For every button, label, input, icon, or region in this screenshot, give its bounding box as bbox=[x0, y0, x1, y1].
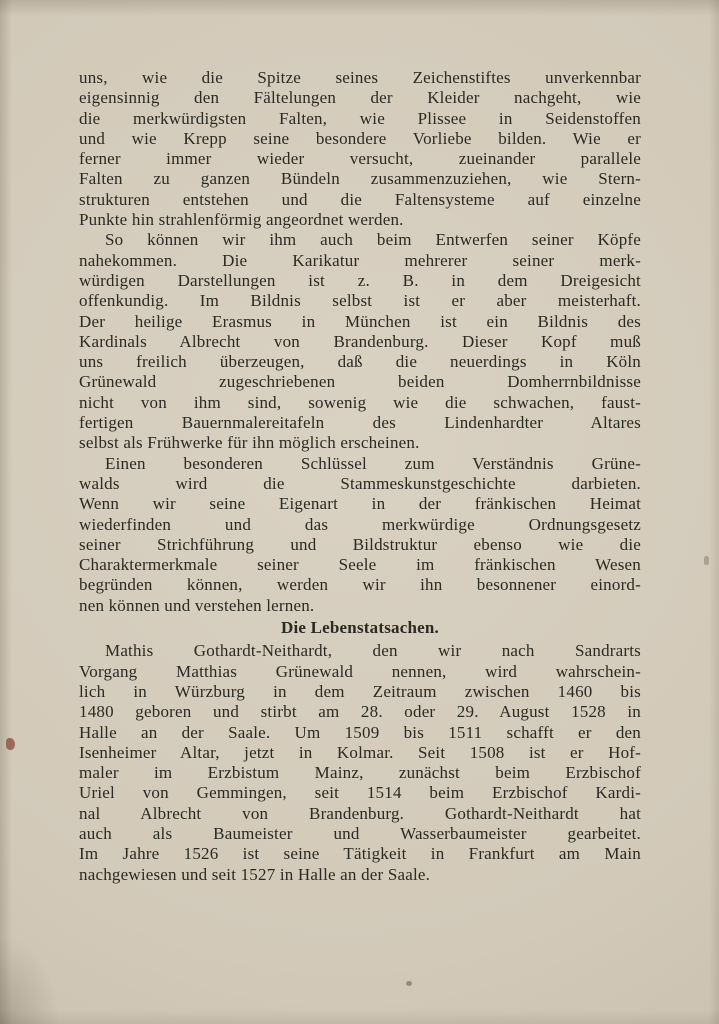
text-line: strukturen entstehen und die Faltensysteme auf einzelne bbox=[79, 189, 641, 209]
text-line: und wie Krepp seine besondere Vorliebe bilden. Wie er bbox=[79, 128, 641, 148]
text-line: auch als Baumeister und Wasserbaumeister gearbeitet. bbox=[79, 823, 641, 843]
text-line: Isenheimer Altar, jetzt in Kolmar. Seit 1508 ist er Hof- bbox=[79, 742, 641, 762]
text-line: nicht von ihm sind, sowenig wie die schwachen, faust- bbox=[79, 392, 641, 412]
text-line: Punkte hin strahlenförmig angeordnet werden. bbox=[79, 210, 404, 230]
text-line: walds wird die Stammeskunstgeschichte darbieten. bbox=[79, 473, 641, 493]
text-line: eigensinnig den Fältelungen der Kleider nachgeht, wie bbox=[79, 88, 641, 108]
paper-speck bbox=[6, 738, 15, 750]
text-line: fertigen Bauernmalereitafeln des Lindenhardter Altares bbox=[79, 413, 641, 433]
paper-speck bbox=[406, 981, 412, 986]
text-line: Im Jahre 1526 ist seine Tätigkeit in Frankfurt am Main bbox=[79, 844, 641, 864]
text-line: wiederfinden und das merkwürdige Ordnungsgesetz bbox=[79, 514, 641, 534]
text-line: maler im Erzbistum Mainz, zunächst beim Erzbischof bbox=[79, 763, 641, 783]
text-line: Wenn wir seine Eigenart in der fränkischen Heimat bbox=[79, 494, 641, 514]
text-line: würdigen Darstellungen ist z. B. in dem Dreigesicht bbox=[79, 270, 641, 290]
text-line: Grünewald zugeschriebenen beiden Domherrnbildnisse bbox=[79, 372, 641, 392]
section-heading: Die Lebenstatsachen. bbox=[281, 618, 439, 638]
text-line: Charaktermerkmale seiner Seele im fränkischen Wesen bbox=[79, 555, 641, 575]
text-line: nen können und verstehen lernen. bbox=[79, 595, 315, 615]
paragraph bbox=[79, 230, 641, 453]
text-line: nahekommen. Die Karikatur mehrerer seiner merk- bbox=[79, 250, 641, 270]
scan-shadow bbox=[0, 934, 60, 1024]
text-line: Falten zu ganzen Bündeln zusammenzuziehen, wie Stern- bbox=[79, 169, 641, 189]
paragraph bbox=[79, 68, 641, 230]
text-line: Der heilige Erasmus in München ist ein Bildnis des bbox=[79, 311, 641, 331]
text-line: nachgewiesen und seit 1527 in Halle an der Saale. bbox=[79, 864, 431, 884]
text-line: Kardinals Albrecht von Brandenburg. Dieser Kopf muß bbox=[79, 331, 641, 351]
text-line: offenkundig. Im Bildnis selbst ist er aber meisterhaft. bbox=[79, 291, 641, 311]
text-line: Halle an der Saale. Um 1509 bis 1511 schafft er den bbox=[79, 722, 641, 742]
text-line: nal Albrecht von Brandenburg. Gothardt-Neithardt hat bbox=[79, 803, 641, 823]
text-line: begründen können, werden wir ihn besonnener einord- bbox=[79, 575, 641, 595]
text-line: Uriel von Gemmingen, seit 1514 beim Erzbischof Kardi- bbox=[79, 783, 641, 803]
text-line: Mathis Gothardt-Neithardt, den wir nach Sandrarts bbox=[105, 641, 641, 661]
text-line: 1480 geboren und stirbt am 28. oder 29. August 1528 in bbox=[79, 702, 641, 722]
paragraph bbox=[79, 641, 641, 885]
text-line: ferner immer wieder versucht, zueinander parallele bbox=[79, 149, 641, 169]
paper-speck bbox=[704, 556, 709, 565]
text-line: uns freilich überzeugen, daß die neuerdings in Köln bbox=[79, 352, 641, 372]
text-line: Einen besonderen Schlüssel zum Verständnis Grüne- bbox=[105, 453, 641, 473]
text-line: uns, wie die Spitze seines Zeichenstiftes unverkennbar bbox=[79, 68, 641, 87]
text-block bbox=[79, 68, 641, 885]
text-line: seiner Strichführung und Bildstruktur ebenso wie die bbox=[79, 534, 641, 554]
text-line: die merkwürdigsten Falten, wie Plissee in Seidenstoffen bbox=[79, 108, 641, 128]
paragraph bbox=[79, 454, 641, 616]
text-line: selbst als Frühwerke für ihn möglich erscheinen. bbox=[79, 433, 420, 453]
text-line: So können wir ihm auch beim Entwerfen seiner Köpfe bbox=[105, 230, 641, 250]
text-line: lich in Würzburg in dem Zeitraum zwischen 1460 bis bbox=[79, 681, 641, 701]
text-line: Vorgang Matthias Grünewald nennen, wird wahrschein- bbox=[79, 661, 641, 681]
